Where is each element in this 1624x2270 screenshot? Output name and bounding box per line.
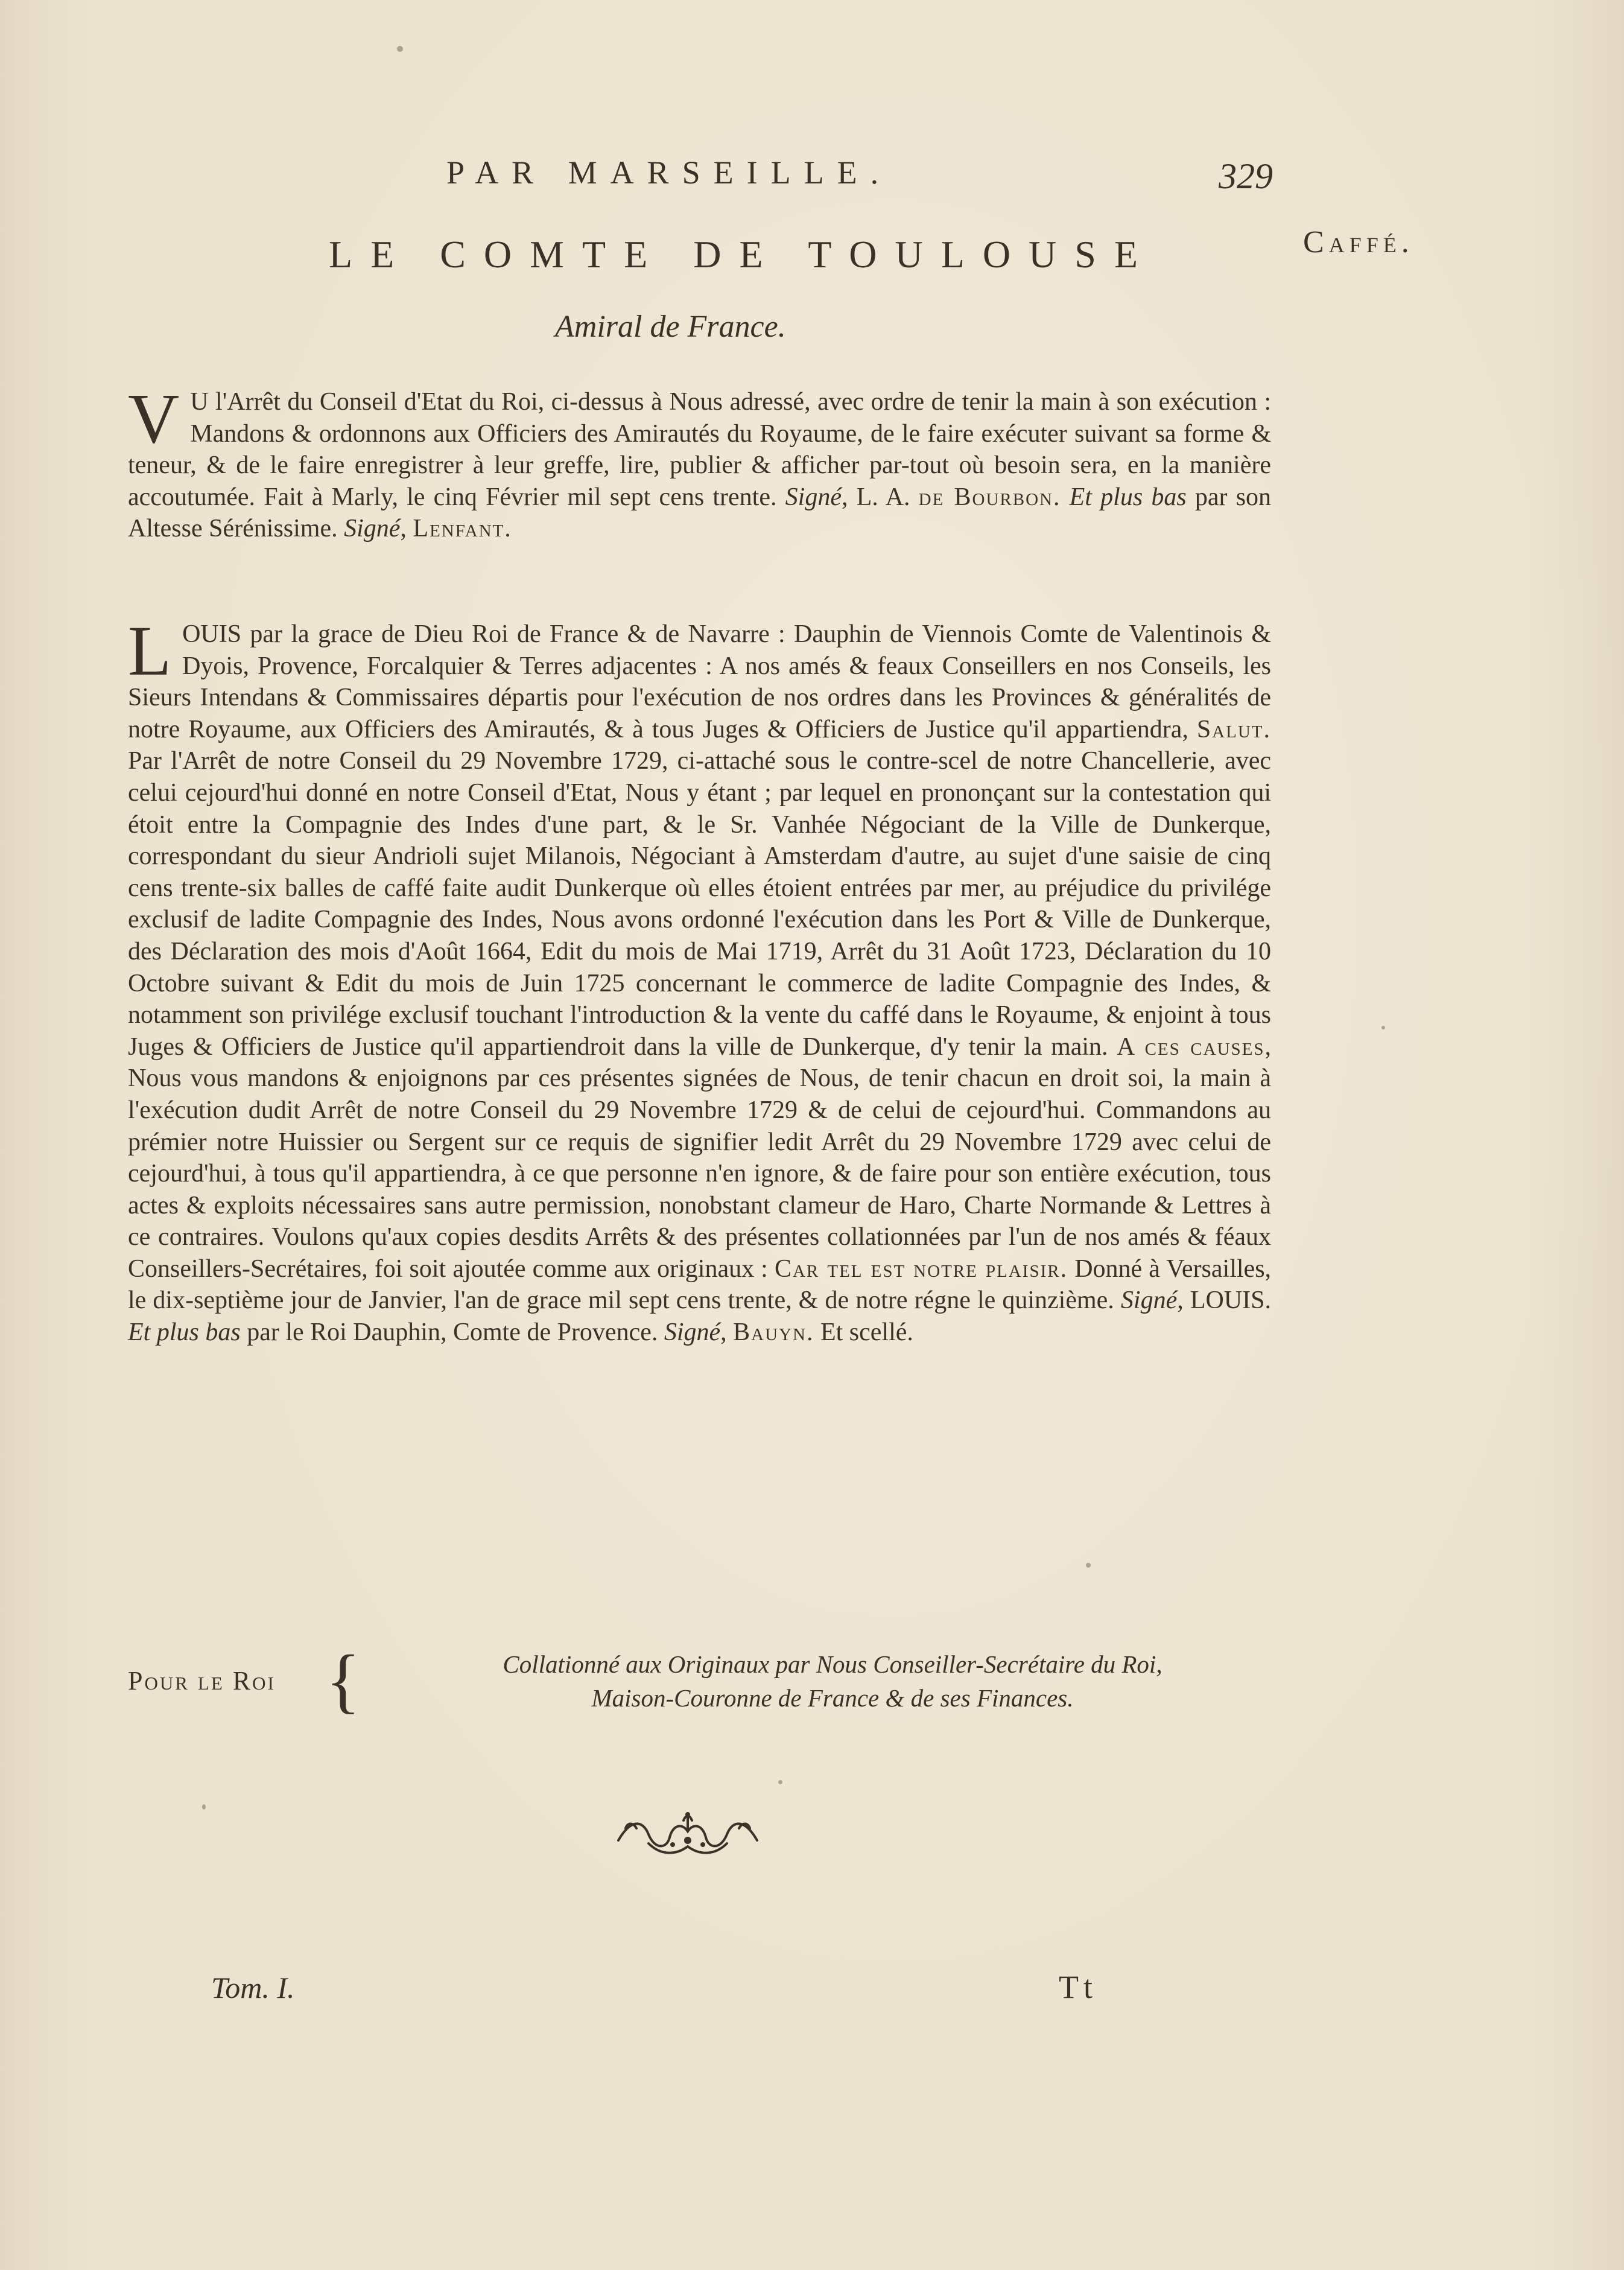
paper-speck xyxy=(778,1780,782,1784)
pour-le-roi: Pour le Roi xyxy=(128,1666,276,1696)
signatory-name: Bauyn. xyxy=(733,1318,814,1347)
dropcap: V xyxy=(128,379,180,458)
signatory-name: de Bourbon. xyxy=(918,483,1061,511)
paragraph-text: Par l'Arrêt de notre Conseil du 29 Novembre 1729, ci-attaché sous le contre-scel de notre Chancellerie, avec celui cejourd'hui donné en notre Conseil d'Etat, Nous y étant ; par lequel en prononçant sur la contestation qui étoit entre la Compagnie des Indes d'une part, & le Sr. Vanhée Négociant de la Ville de Dunkerque, correspondant du sieur Andrioli sujet Milanois, Négociant à Amsterdam d'autre, au sujet d'une saisie de cinq cens trente-six balles de caffé faite audit Dunkerque où elles étoient entrées par mer, au préjudice du privilége exclusif de ladite Compagnie des Indes, Nous avons ordonné l'exécution dans les Port & Ville de Dunkerque, des Déclaration des mois d'Août 1664, Edit du mois de Mai 1719, Arrêt du 31 Août 1723, Déclaration du 10 Octobre suivant & Edit du mois de Juin 1725 concernant le commerce de ladite Compagnie des Indes, & notamment son privilége exclusif touchant l'introduction & la vente du caffé dans le Royaume, & enjoint à tous Juges & Officiers de Justice qu'il appartiendroit dans la ville de Dunkerque, d'y tenir la main. xyxy=(128,747,1271,1061)
collation-attestation xyxy=(380,1647,1285,1715)
paragraph-text: , LOUIS. xyxy=(1177,1286,1271,1315)
salut: Salut. xyxy=(1196,715,1272,743)
paragraph-text: OUIS par la grace de Dieu Roi de France & de Navarre : Dauphin de Viennois Comte de Valentinois & Dyois, Provence, Forcalquier & Terres adjacentes : A nos amés & feaux Conseillers en nos Conseils, les Sieurs Intendans & Commissaires départis pour l'exécution de nos ordres dans les Provinces & généralités de notre Royaume, aux Officiers des Amirautés, & à tous Juges & Officiers de Justice qu'il appartiendra, xyxy=(128,620,1271,743)
paragraph-text: , xyxy=(720,1318,727,1347)
volume-signature: Tom. I. xyxy=(211,1971,295,2005)
signe-label: Signé xyxy=(1120,1286,1178,1315)
et-plus-bas: Et plus bas xyxy=(128,1318,241,1347)
et-plus-bas: Et plus bas xyxy=(1069,483,1187,511)
brace: { xyxy=(326,1640,361,1720)
paragraph-text: Et scellé. xyxy=(820,1318,913,1347)
paragraph-text: , xyxy=(400,515,407,543)
page-number: 329 xyxy=(1219,156,1273,196)
paper-speck xyxy=(1086,1563,1091,1568)
collation-line-1: Collationné aux Originaux par Nous Conseiller-Secrétaire du Roi, xyxy=(503,1650,1162,1678)
document-subtitle: Amiral de France. xyxy=(555,310,786,344)
signe-label: Signé xyxy=(664,1318,721,1347)
gathering-signature: Tt xyxy=(1059,1969,1097,2005)
paragraph-text: par son Altesse Sérénissime. xyxy=(128,483,1272,543)
paragraph-text: Donné à Versailles, le dix-septième jour de Janvier, l'an de grace mil sept cens trente, & de notre régne le quinzième. xyxy=(128,1254,1272,1315)
paragraph-text: par le Roi Dauphin, Comte de Provence. xyxy=(247,1318,658,1347)
car-tel-est-notre-plaisir: Car tel est notre plaisir. xyxy=(774,1254,1068,1283)
a-ces-causes: A ces causes xyxy=(1117,1032,1265,1061)
paper-speck xyxy=(397,46,403,52)
dropcap: L xyxy=(128,611,172,690)
collation-line-2: Maison-Couronne de France & de ses Finances. xyxy=(591,1684,1074,1712)
paper-speck xyxy=(1381,1026,1385,1029)
document-title: LE COMTE DE TOULOUSE xyxy=(329,233,1156,276)
margin-note: Caffé. xyxy=(1303,225,1414,259)
signatory-name: Lenfant. xyxy=(413,515,512,543)
paragraph-admiral-order xyxy=(128,379,1272,545)
signe-label: Signé xyxy=(344,515,401,543)
running-head: PAR MARSEILLE. xyxy=(446,154,892,191)
ornament-fleuron-icon xyxy=(612,1807,763,1861)
paragraph-text: , Nous vous mandons & enjoignons par ces présentes signées de Nous, de tenir chacun en droit soi, la main à l'exécution dudit Arrêt de notre Conseil du 29 Novembre 1729 & de celui de cejourd'hui. Commandons au prémier notre Huissier ou Sergent sur ce requis de signifier ledit Arrêt du 29 Novembre 1729 avec celui de cejourd'hui, à tous qu'il appartiendra, à ce que personne n'en ignore, & de faire pour son entière exécution, tous actes & exploits nécessaires sans autre permission, nonobstant clameur de Haro, Charte Normande & Lettres à ce contraires. Voulons qu'aux copies desdits Arrêts & des présentes collationnées par l'un de nos amés & féaux Conseillers-Secrétaires, foi soit ajoutée comme aux originaux : xyxy=(128,1032,1271,1283)
paragraph-text: U l'Arrêt du Conseil d'Etat du Roi, ci-dessus à Nous adressé, avec ordre de tenir la main à son exécution : Mandons & ordonnons aux Officiers des Amirautés du Royaume, de le faire exécuter suivant sa forme & teneur, & de le faire enregistrer à leur greffe, lire, publier & afficher par-tout où besoin sera, en la manière accoutumée. Fait à Marly, le cinq Février mil sept cens trente. xyxy=(128,388,1271,511)
signe-label: Signé xyxy=(785,483,842,511)
paper-speck xyxy=(202,1804,206,1810)
paragraph-text: , L. A. xyxy=(841,483,910,511)
paragraph-royal-letters xyxy=(128,611,1272,1349)
